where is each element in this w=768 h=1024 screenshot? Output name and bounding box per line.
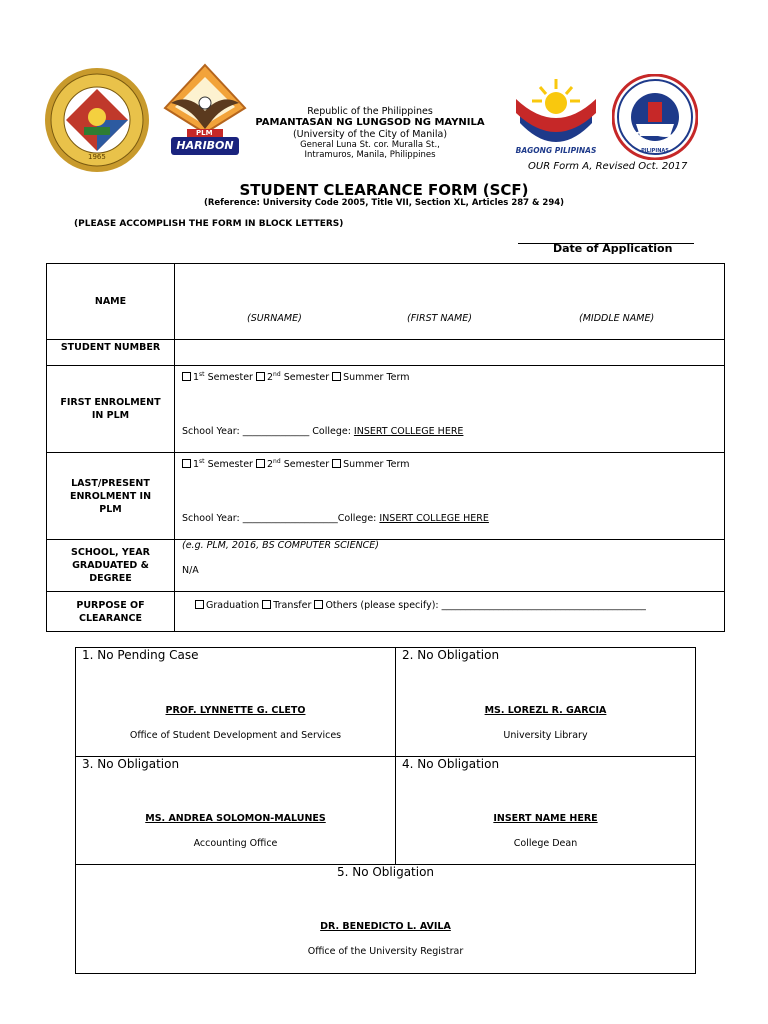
signatory-5-name: DR. BENEDICTO L. AVILA (320, 921, 451, 932)
sem1-num: 1 (193, 459, 200, 471)
last-sem2-checkbox[interactable] (256, 459, 265, 468)
sem1-text: Semester (207, 459, 253, 471)
signatory-cell-4 (396, 757, 695, 864)
graduation-label: Graduation (206, 600, 260, 611)
last-summer-checkbox[interactable] (332, 459, 341, 468)
last-enrolment-label-2: ENROLMENT IN (69, 490, 152, 502)
signatory-5-title: 5. No Obligation (336, 865, 435, 879)
graduated-row (47, 540, 725, 592)
signatory-2-name: MS. LOREZL R. GARCIA (484, 705, 607, 716)
student-number-field[interactable] (175, 340, 725, 366)
signatory-2-title: 2. No Obligation (402, 648, 500, 662)
name-label: NAME (94, 296, 127, 307)
sem1-num: 1 (193, 372, 200, 384)
haribon-plm-text: PLM (196, 129, 213, 137)
university-english-text: (University of the City of Manila) (292, 129, 448, 140)
middle-name-caption: (MIDDLE NAME) (579, 313, 655, 324)
purpose-options (195, 600, 646, 611)
signatory-cell-5 (76, 865, 695, 973)
manila-seal-logo (612, 74, 698, 160)
signatory-4-title: 4. No Obligation (402, 757, 500, 771)
transfer-checkbox[interactable] (262, 600, 271, 609)
purpose-field (175, 592, 725, 632)
graduated-label-cell (47, 540, 175, 592)
first-sem1-checkbox[interactable] (182, 372, 191, 381)
republic-text: Republic of the Philippines (307, 106, 433, 117)
sem2-num: 2 (267, 459, 274, 471)
transfer-label: Transfer (273, 600, 312, 611)
address-line-1: General Luna St. cor. Muralla St., (300, 140, 440, 150)
graduated-value: N/A (182, 565, 199, 576)
signatory-3-office: Accounting Office (193, 838, 278, 849)
first-college-value: INSERT COLLEGE HERE (353, 426, 464, 437)
form-reference: (Reference: University Code 2005, Title VII, Section XL, Articles 287 & 294) (203, 198, 565, 208)
name-row (47, 264, 725, 340)
university-english (230, 129, 510, 140)
form-revision: OUR Form A, Revised Oct. 2017 (528, 161, 688, 172)
last-enrolment-row (47, 453, 725, 540)
purpose-label-2: CLEARANCE (79, 612, 142, 624)
first-enrolment-label-1: FIRST ENROLMENT (60, 397, 161, 408)
purpose-row (47, 592, 725, 632)
graduated-example: (e.g. PLM, 2016, BS COMPUTER SCIENCE) (182, 540, 380, 551)
surname-caption: (SURNAME) (247, 313, 302, 324)
first-name-caption: (FIRST NAME) (407, 313, 472, 324)
sem1-text: Semester (207, 372, 253, 384)
purpose-label-cell (47, 592, 175, 632)
plm-seal-year: 1965 (88, 153, 106, 161)
sem2-text: Semester (283, 459, 330, 471)
sem1-sup: st (199, 371, 205, 378)
signatory-1-title: 1. No Pending Case (82, 648, 199, 662)
name-label-cell (47, 264, 175, 340)
last-enrolment-label-3: PLM (99, 503, 122, 515)
university-name: PAMANTASAN NG LUNGSOD NG MAYNILA (255, 117, 485, 128)
first-school-year-line[interactable] (182, 426, 463, 437)
student-number-row (47, 340, 725, 366)
date-of-application-label: Date of Application (553, 242, 673, 255)
signatory-2-office: University Library (503, 730, 588, 741)
student-number-label: STUDENT NUMBER (60, 342, 161, 353)
last-school-year-text: School Year: ____________________College: (182, 513, 380, 524)
signatory-1-name: PROF. LYNNETTE G. CLETO (165, 705, 306, 716)
sem2-sup: nd (273, 371, 281, 378)
sem2-text: Semester (283, 372, 330, 384)
name-field[interactable] (175, 264, 725, 340)
first-school-year-text: School Year: ______________ College: (182, 426, 354, 437)
graduated-label-2: GRADUATED & (72, 560, 149, 571)
student-number-label-cell (47, 340, 175, 366)
student-info-table (46, 263, 725, 632)
last-enrolment-label-1: LAST/PRESENT (71, 477, 150, 489)
summer-text: Summer Term (343, 459, 410, 471)
purpose-label-1: PURPOSE OF (76, 599, 145, 611)
graduated-label-1: SCHOOL, YEAR (71, 547, 150, 558)
signatory-3-name: MS. ANDREA SOLOMON-MALUNES (145, 813, 326, 824)
plm-seal-logo (44, 67, 150, 173)
signatory-cell-1 (76, 648, 395, 756)
address-line-2: Intramuros, Manila, Philippines (304, 150, 436, 160)
first-enrolment-label-cell (47, 366, 175, 453)
graduated-label-3: DEGREE (89, 573, 132, 584)
summer-text: Summer Term (343, 372, 410, 384)
sem1-sup: st (199, 458, 205, 465)
last-enrolment-terms (182, 458, 410, 470)
first-sem2-checkbox[interactable] (256, 372, 265, 381)
signatory-4-office: College Dean (513, 838, 578, 849)
graduation-checkbox[interactable] (195, 600, 204, 609)
bagong-pilipinas-logo (510, 75, 602, 160)
last-enrolment-field (175, 453, 725, 540)
graduated-field[interactable] (175, 540, 725, 592)
first-enrolment-terms (182, 371, 410, 383)
signatory-cell-3 (76, 757, 395, 864)
others-label[interactable]: Others (please specify): ___________________________________________ (325, 600, 646, 611)
sem2-num: 2 (267, 372, 274, 384)
last-college-value: INSERT COLLEGE HERE (379, 513, 489, 524)
signatory-5-office: Office of the University Registrar (307, 946, 464, 957)
manila-seal-bottom-text: PILIPINAS (641, 148, 669, 154)
signatory-1-office: Office of Student Development and Services (129, 730, 342, 741)
others-checkbox[interactable] (314, 600, 323, 609)
block-letters-instruction: (PLEASE ACCOMPLISH THE FORM IN BLOCK LETTERS) (74, 219, 344, 229)
first-enrolment-label-2: IN PLM (91, 410, 130, 421)
first-enrolment-field (175, 366, 725, 453)
last-school-year-line[interactable] (182, 513, 489, 524)
form-title: STUDENT CLEARANCE FORM (SCF) (239, 181, 529, 199)
first-enrolment-row (47, 366, 725, 453)
last-sem1-checkbox[interactable] (182, 459, 191, 468)
haribon-text: HARIBON (176, 139, 234, 152)
signatory-box (75, 647, 696, 974)
first-summer-checkbox[interactable] (332, 372, 341, 381)
signatory-cell-2 (396, 648, 695, 756)
last-enrolment-label-cell (47, 453, 175, 540)
signatory-3-title: 3. No Obligation (82, 757, 180, 771)
signatory-4-name: INSERT NAME HERE (493, 813, 598, 824)
bagong-pilipinas-text: BAGONG PILIPINAS (515, 146, 597, 155)
sem2-sup: nd (273, 458, 281, 465)
